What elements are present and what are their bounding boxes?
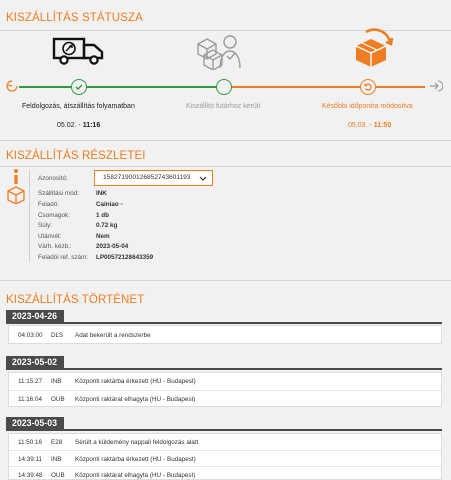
- history-row: [9, 434, 441, 451]
- chevron-down-icon: [199, 174, 207, 182]
- step-current-node: [360, 79, 376, 95]
- history-group-box: [8, 372, 442, 407]
- detail-value-3: 0.72 kg: [96, 222, 118, 229]
- history-date-rule: [6, 322, 442, 324]
- event-time: 04:03:00: [18, 332, 43, 339]
- event-description: Központi raktárat elhagyta (HU - Budapest): [75, 472, 196, 479]
- history-section-title: KISZÁLLÍTÁS TÖRTÉNET: [6, 294, 145, 306]
- history-row: [9, 450, 441, 467]
- step-1-label: Feldolgozás, átszállítás folyamatban: [22, 103, 135, 110]
- history-group-box: [8, 433, 442, 480]
- event-time: 11:16:04: [18, 396, 43, 403]
- event-description: Központi raktárba érkezett (HU - Budapest): [75, 456, 196, 463]
- detail-value-4: Nem: [96, 233, 110, 240]
- detail-label-1: Feladó:: [38, 201, 60, 208]
- courier-boxes-icon: [194, 30, 250, 75]
- event-description: Sérült a küldemény nappali feldolgozás alatt: [75, 439, 199, 446]
- history-row: [9, 327, 441, 344]
- tracking-id-label: Azonosító:: [38, 175, 68, 182]
- history-date-rule: [6, 368, 442, 370]
- info-box-icon: [5, 168, 27, 209]
- track-segment-current-right: [375, 86, 425, 88]
- track-segment-done: [87, 86, 217, 88]
- details-section-title: KISZÁLLÍTÁS RÉSZLETEI: [6, 150, 146, 162]
- step-inactive-node: [216, 79, 232, 95]
- event-code: INB: [51, 456, 62, 463]
- history-top-divider: [0, 280, 451, 281]
- scroll-right-hand-icon[interactable]: [427, 78, 443, 99]
- step-2-label: Kiszállító futárhoz került: [186, 103, 261, 110]
- event-time: 14:39:48: [18, 472, 43, 479]
- check-icon: [74, 82, 84, 92]
- event-code: DLS: [51, 332, 64, 339]
- event-time: 11:15:27: [18, 378, 43, 385]
- step-3-time: 11:50: [373, 122, 392, 129]
- event-code: INB: [51, 378, 62, 385]
- details-vertical-rule: [29, 170, 30, 262]
- redo-icon: [363, 82, 373, 92]
- detail-value-5: 2023-05-04: [96, 243, 129, 250]
- detail-label-0: Szállítási mód:: [38, 190, 79, 197]
- reschedule-box-icon: [350, 26, 396, 75]
- step-1-sep: -: [76, 122, 83, 129]
- detail-value-0: INK: [96, 190, 107, 197]
- step-3-sep: -: [367, 122, 374, 129]
- detail-value-1: Cainiao -: [96, 201, 123, 208]
- event-time: 11:50:16: [18, 439, 43, 446]
- event-description: Központi raktárat elhagyta (HU - Budapest): [75, 396, 196, 403]
- history-date-rule: [6, 429, 442, 431]
- event-code: E28: [51, 439, 63, 446]
- step-1-time: 11:16: [82, 122, 101, 129]
- tracking-id-select[interactable]: [94, 170, 213, 186]
- history-row: [9, 466, 441, 480]
- step-1-date: 05.02.: [57, 122, 77, 129]
- detail-value-2: 1 db: [96, 212, 109, 219]
- history-date: 2023-04-26: [12, 311, 57, 321]
- detail-label-6: Feladói ref. szám:: [38, 254, 89, 261]
- status-section-title: KISZÁLLÍTÁS STÁTUSZA: [6, 12, 143, 24]
- step-done-node: [71, 79, 87, 95]
- history-row: [9, 373, 441, 390]
- history-group-box: [8, 325, 442, 344]
- history-row: [9, 390, 441, 407]
- scroll-left-hand-icon[interactable]: [5, 79, 19, 98]
- detail-label-2: Csomagok:: [38, 212, 70, 219]
- history-date: 2023-05-03: [12, 418, 57, 428]
- details-title-divider: [0, 166, 451, 167]
- tracking-id-value: 158271900126852743601193: [103, 174, 191, 181]
- history-date: 2023-05-02: [12, 357, 57, 367]
- event-time: 14:39:11: [18, 456, 43, 463]
- detail-label-4: Utánvét:: [38, 233, 62, 240]
- track-segment-done-left: [19, 86, 73, 88]
- details-top-divider: [0, 140, 451, 141]
- event-code: OUB: [51, 472, 65, 479]
- event-code: OUB: [51, 396, 65, 403]
- delivery-truck-icon: [52, 36, 106, 71]
- detail-value-6: LP00572128643359: [96, 254, 154, 261]
- detail-label-5: Várh. kézb.:: [38, 243, 72, 250]
- event-description: Központi raktárba érkezett (HU - Budapest): [75, 378, 196, 385]
- step-3-datetime: [348, 122, 391, 129]
- step-3-date: 05.03.: [348, 122, 368, 129]
- step-1-datetime: [57, 122, 100, 129]
- detail-label-3: Súly:: [38, 222, 52, 229]
- event-description: Adat bekerült a rendszerbe: [75, 332, 151, 339]
- track-segment-current: [231, 86, 361, 88]
- step-3-label: Későbbi időpontra módosítva: [322, 103, 413, 110]
